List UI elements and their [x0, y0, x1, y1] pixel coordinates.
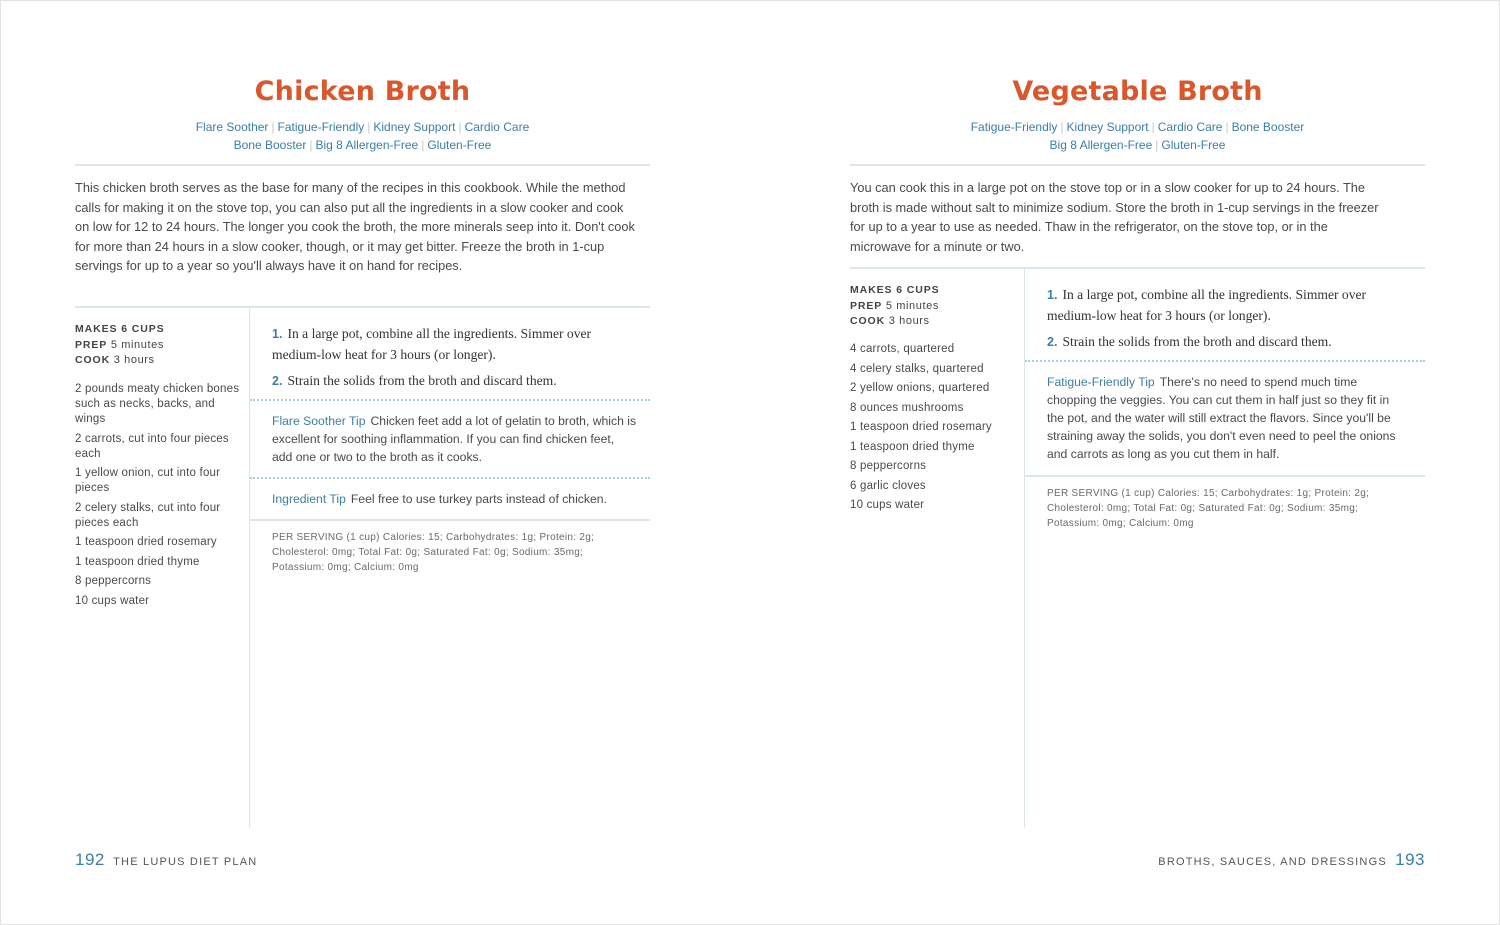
ingredient-item: 1 yellow onion, cut into four pieces	[75, 467, 221, 494]
recipe-title: Vegetable Broth	[1012, 76, 1263, 107]
ingredient-item: 1 teaspoon dried thyme	[850, 440, 975, 453]
ingredient-list	[75, 382, 240, 613]
cook-time	[850, 314, 940, 330]
step-number: 1.	[272, 327, 283, 341]
tag-separator: |	[309, 138, 313, 152]
tag-separator: |	[271, 120, 275, 134]
prep-time	[850, 299, 940, 315]
column-divider	[249, 308, 250, 828]
nutrition-info: PER SERVING (1 cup) Calories: 15; Carbohydrates: 1g; Protein: 2g; Cholesterol: 0mg; Total Fat: 0g; Saturated Fat: 0g; Sodium: 35mg; Potassium: 0mg; Calcium: 0mg	[272, 532, 595, 573]
recipe-tags	[850, 118, 1425, 154]
step-text: In a large pot, combine all the ingredients. Simmer over medium-low heat for 3 hours (or longer).	[1047, 287, 1367, 323]
tags-line	[75, 118, 650, 136]
prep-time	[75, 338, 165, 354]
cook-time	[75, 353, 165, 369]
ingredient-item: 2 celery stalks, cut into four pieces each	[75, 501, 221, 529]
ingredient-item: 8 peppercorns	[75, 575, 152, 587]
right-page	[850, 0, 1425, 925]
nutrition-info: PER SERVING (1 cup) Calories: 15; Carbohydrates: 1g; Protein: 2g; Cholesterol: 0mg; Total Fat: 0g; Saturated Fat: 0g; Sodium: 35mg; Potassium: 0mg; Calcium: 0mg	[1047, 488, 1370, 529]
step-number: 2.	[272, 374, 283, 388]
divider	[1025, 475, 1425, 477]
tag-separator: |	[1060, 120, 1064, 134]
step-number: 2.	[1047, 335, 1058, 349]
divider	[850, 164, 1425, 166]
tag: Fatigue-Friendly	[970, 120, 1058, 134]
tag-separator: |	[421, 138, 425, 152]
recipe-tags	[75, 118, 650, 154]
tag-separator: |	[367, 120, 371, 134]
tip	[1047, 373, 1407, 463]
dotted-divider	[1025, 360, 1425, 362]
ingredient-item: 6 garlic cloves	[850, 479, 926, 492]
cook-label: COOK	[75, 354, 111, 366]
step-text: Strain the solids from the broth and discard them.	[1062, 334, 1332, 349]
tag-separator: |	[1225, 120, 1229, 134]
column-divider	[1024, 269, 1025, 828]
tip-text: There's no need to spend much time chopping the veggies. You can cut them in half just so they fit in the pot, and the water will still extract the flavors. Since you'll be straining away the solids, you don't even need to peel the onions and carrots as long as you cut them in half.	[1047, 375, 1396, 461]
page-number: 193	[1395, 850, 1425, 869]
tip-text: Chicken feet add a lot of gelatin to broth, which is excellent for soothing inflammation. If you can find chicken feet, add one or two to the broth as it cooks.	[272, 414, 637, 464]
tag-separator: |	[458, 120, 462, 134]
dotted-divider	[250, 477, 650, 479]
ingredient-item: 1 teaspoon dried rosemary	[75, 536, 217, 548]
tag: Gluten-Free	[427, 138, 492, 152]
recipe-step	[1047, 332, 1417, 353]
divider	[850, 267, 1425, 269]
recipe-steps	[1047, 285, 1417, 360]
tag: Bone Booster	[233, 138, 307, 152]
tag: Cardio Care	[1157, 120, 1223, 134]
tag: Big 8 Allergen-Free	[1049, 138, 1153, 152]
tags-line	[850, 118, 1425, 136]
ingredient-item: 1 teaspoon dried rosemary	[850, 421, 992, 433]
tip	[272, 490, 647, 508]
tip	[272, 412, 637, 466]
ingredient-item: 4 celery stalks, quartered	[850, 362, 984, 375]
tag: Kidney Support	[373, 120, 456, 134]
recipe-meta	[850, 283, 940, 330]
tag: Gluten-Free	[1161, 138, 1226, 152]
prep-label: PREP	[75, 338, 108, 351]
step-text: In a large pot, combine all the ingredients. Simmer over medium-low heat for 3 hours (or longer).	[272, 326, 592, 362]
left-page	[75, 0, 650, 925]
prep-value: 5 minutes	[110, 338, 164, 351]
ingredient-item: 2 pounds meaty chicken bones such as necks, backs, and wings	[75, 383, 240, 425]
tip-label: Flare Soother Tip	[272, 414, 366, 428]
prep-label: PREP	[850, 299, 883, 312]
tags-line	[75, 136, 650, 154]
tag: Bone Booster	[1231, 120, 1305, 134]
page-footer	[1158, 850, 1425, 870]
recipe-steps	[272, 324, 642, 399]
recipe-meta	[75, 322, 165, 369]
ingredient-item: 2 carrots, cut into four pieces each	[75, 432, 229, 460]
tag: Flare Soother	[195, 120, 269, 134]
divider	[75, 306, 650, 308]
ingredient-item: 8 peppercorns	[850, 460, 927, 472]
ingredient-item: 1 teaspoon dried thyme	[75, 555, 200, 568]
makes-label: MAKES 6 CUPS	[75, 323, 165, 335]
tag-separator: |	[1155, 138, 1159, 152]
prep-value: 5 minutes	[885, 299, 939, 312]
step-text: Strain the solids from the broth and discard them.	[287, 373, 557, 388]
divider	[250, 519, 650, 521]
tag: Cardio Care	[464, 120, 530, 134]
recipe-step	[272, 324, 642, 364]
page-footer	[75, 850, 257, 870]
running-head: THE LUPUS DIET PLAN	[113, 856, 258, 868]
tip-label: Fatigue-Friendly Tip	[1047, 375, 1155, 389]
dotted-divider	[250, 399, 650, 401]
recipe-intro: You can cook this in a large pot on the stove top or in a slow cooker for up to 24 hours. The broth is made without salt to minimize sodium. Store the broth in 1-cup servings in the freezer for up to a year to use as needed. Thaw in the refrigerator, on the stove top, or in the microwave for a minute or two.	[850, 180, 1379, 254]
ingredient-list	[850, 342, 1020, 518]
tip-text: Feel free to use turkey parts instead of chicken.	[350, 492, 607, 506]
tags-line	[850, 136, 1425, 154]
step-number: 1.	[1047, 288, 1058, 302]
tag-separator: |	[1151, 120, 1155, 134]
recipe-step	[1047, 285, 1417, 325]
divider	[75, 164, 650, 166]
tip-label: Ingredient Tip	[272, 492, 346, 506]
cook-value: 3 hours	[113, 354, 155, 366]
running-head: BROTHS, SAUCES, AND DRESSINGS	[1158, 856, 1387, 868]
cook-value: 3 hours	[888, 315, 930, 327]
recipe-intro: This chicken broth serves as the base for many of the recipes in this cookbook. While the method calls for making it on the stove top, you can also put all the ingredients in a slow cooker and cook on low for 12 to 24 hours. The longer you cook the broth, the more minerals seep into it. Don't cook for more than 24 hours in a slow cooker, though, or it may get bitter. Freeze the broth in 1-cup servings for up to a year so you'll always have it on hand for recipes.	[75, 180, 635, 273]
recipe-step	[272, 371, 642, 392]
ingredient-item: 4 carrots, quartered	[850, 343, 955, 355]
page-number: 192	[75, 850, 105, 869]
ingredient-item: 2 yellow onions, quartered	[850, 382, 990, 394]
ingredient-item: 8 ounces mushrooms	[850, 401, 964, 414]
recipe-title: Chicken Broth	[254, 76, 471, 107]
tag: Fatigue-Friendly	[277, 120, 365, 134]
tag: Big 8 Allergen-Free	[315, 138, 419, 152]
tag: Kidney Support	[1066, 120, 1149, 134]
cook-label: COOK	[850, 315, 886, 327]
ingredient-item: 10 cups water	[75, 594, 150, 607]
makes-label: MAKES 6 CUPS	[850, 284, 940, 296]
ingredient-item: 10 cups water	[850, 499, 925, 511]
